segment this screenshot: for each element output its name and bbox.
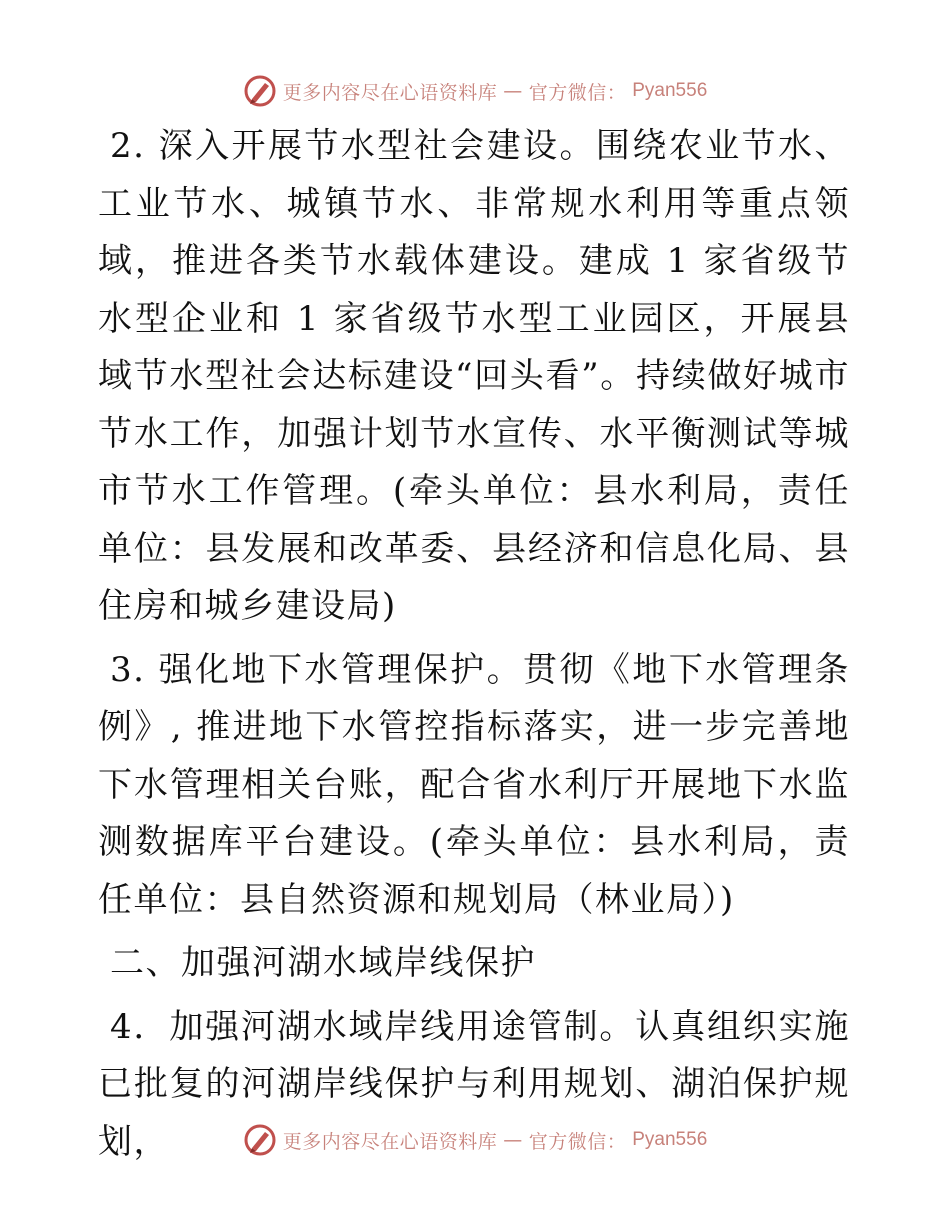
watermark-footer [0, 1120, 950, 1160]
paragraph-item-2: 2. 深入开展节水型社会建设。围绕农业节水、工业节水、城镇节水、非常规水利用等重点领域，推进各类节水载体建设。建成 1 家省级节水型企业和 1 家省级节水型工业园区，开展县域节水型社会达标建设“回头看”。持续做好城市节水工作，加强计划节水宣传、水平衡测试等城市节水工作管理。(牵头单位：县水利局，责任单位：县发展和改革委、县经济和信息化局、县住房和城乡建设局) [98, 126, 850, 626]
watermark-contact-id: Pyan556 [632, 80, 708, 101]
paragraph-item-3: 3. 强化地下水管理保护。贯彻《地下水管理条例》, 推进地下水管控指标落实，进一步完善地下水管理相关台账，配合省水利厅开展地下水监测数据库平台建设。(牵头单位：县水利局，责任单位：县自然资源和规划局（林业局）) [98, 649, 850, 920]
watermark-brand-text: 更多内容尽在心语资料库 [282, 81, 498, 104]
paragraph-item-4: 4．加强河湖水域岸线用途管制。认真组织实施已批复的河湖岸线保护与利用规划、湖泊保护规划， [98, 1006, 850, 1162]
document-body [98, 118, 850, 1171]
section-heading: 二、加强河湖水域岸线保护 [110, 943, 536, 983]
watermark-header [0, 71, 950, 111]
pen-logo-icon [243, 74, 277, 108]
watermark-contact-label: 官方微信： [528, 81, 627, 104]
watermark-contact-id: Pyan556 [632, 1129, 708, 1150]
pen-logo-icon [243, 1123, 277, 1157]
watermark-separator: — [503, 80, 523, 102]
watermark-brand-text: 更多内容尽在心语资料库 [282, 1130, 498, 1153]
watermark-contact-label: 官方微信： [528, 1130, 627, 1153]
watermark-separator: — [503, 1129, 523, 1151]
